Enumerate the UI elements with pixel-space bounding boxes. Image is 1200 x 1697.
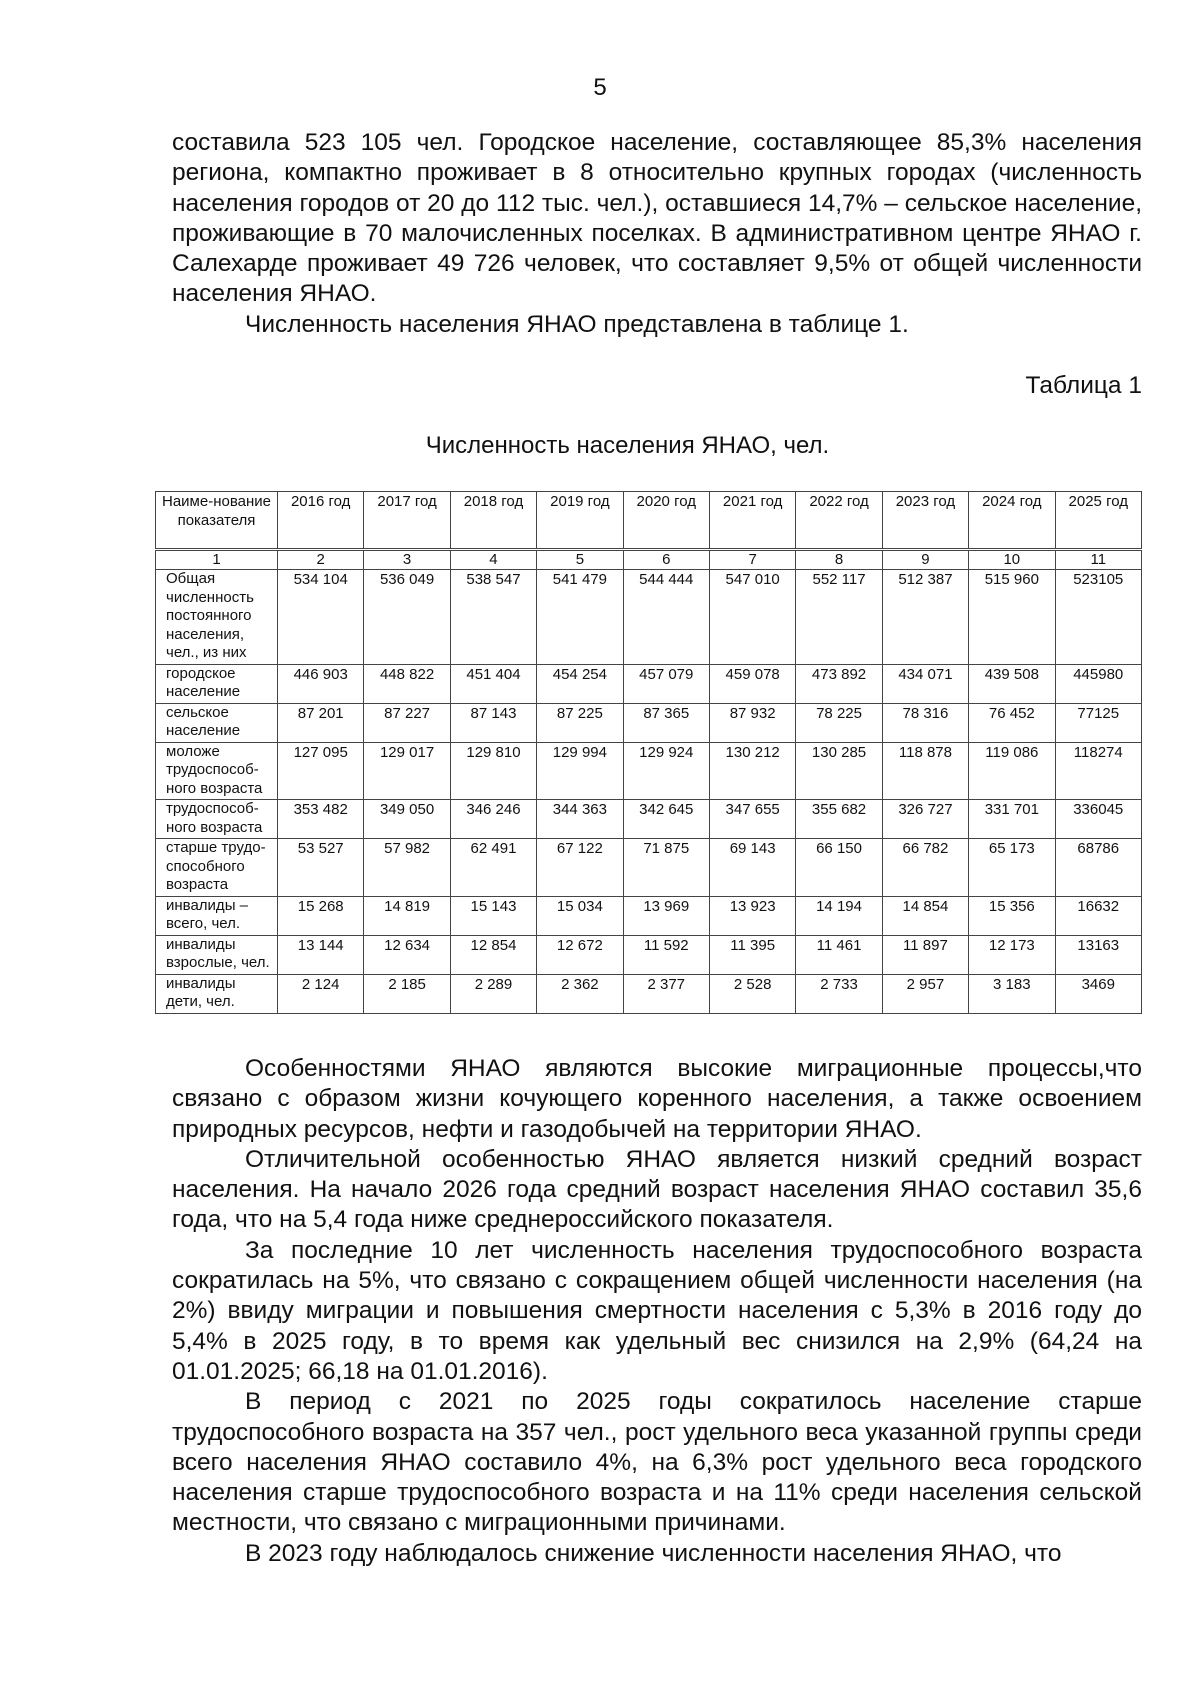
table-cell: 454 254 bbox=[537, 664, 623, 703]
table-row bbox=[156, 800, 1142, 839]
table-row bbox=[156, 570, 1142, 665]
table-cell: 445980 bbox=[1055, 664, 1141, 703]
table-header-year: 2019 год bbox=[537, 492, 623, 550]
table-cell: 448 822 bbox=[364, 664, 450, 703]
table-cell: 2 362 bbox=[537, 974, 623, 1013]
column-number: 2 bbox=[278, 550, 364, 570]
table-cell: 346 246 bbox=[450, 800, 536, 839]
table-header-year: 2017 год bbox=[364, 492, 450, 550]
table-header-year: 2025 год bbox=[1055, 492, 1141, 550]
table-cell: 13 923 bbox=[709, 896, 795, 935]
table-cell: 331 701 bbox=[969, 800, 1055, 839]
table-cell: 12 854 bbox=[450, 935, 536, 974]
table-cell: 3 183 bbox=[969, 974, 1055, 1013]
row-label: инвалиды – всего, чел. bbox=[156, 896, 278, 935]
table-cell: 12 173 bbox=[969, 935, 1055, 974]
table-cell: 446 903 bbox=[278, 664, 364, 703]
table-cell: 66 782 bbox=[882, 839, 968, 897]
column-number: 4 bbox=[450, 550, 536, 570]
table-cell: 15 268 bbox=[278, 896, 364, 935]
table-cell: 347 655 bbox=[709, 800, 795, 839]
table-cell: 11 592 bbox=[623, 935, 709, 974]
table-cell: 552 117 bbox=[796, 570, 882, 665]
table-cell: 65 173 bbox=[969, 839, 1055, 897]
table-cell: 76 452 bbox=[969, 703, 1055, 742]
column-number-row bbox=[156, 550, 1142, 570]
table-cell: 434 071 bbox=[882, 664, 968, 703]
table-cell: 13 969 bbox=[623, 896, 709, 935]
table-row bbox=[156, 742, 1142, 800]
table-cell: 15 356 bbox=[969, 896, 1055, 935]
table-cell: 67 122 bbox=[537, 839, 623, 897]
table-cell: 512 387 bbox=[882, 570, 968, 665]
column-number: 5 bbox=[537, 550, 623, 570]
table-cell: 14 194 bbox=[796, 896, 882, 935]
paragraph: Численность населения ЯНАО представлена в таблице 1. bbox=[245, 310, 909, 338]
table-cell: 11 395 bbox=[709, 935, 795, 974]
intro-text bbox=[172, 128, 1142, 340]
table-cell: 2 289 bbox=[450, 974, 536, 1013]
table-header-row bbox=[156, 492, 1142, 550]
column-number: 8 bbox=[796, 550, 882, 570]
column-number: 11 bbox=[1055, 550, 1141, 570]
paragraph: За последние 10 лет численность населения трудоспособного возраста сократилась на 5%, что связано с сокращением общей численности населения (на 2%) ввиду миграции и повышения смертности населения с 5,3% в 2016 году до 5,4% в 2025 году, в то время как удельный вес снизился на 2,9% (64,24 на 01.01.2025; 66,18 на 01.01.2016). bbox=[172, 1236, 1142, 1385]
column-number: 6 bbox=[623, 550, 709, 570]
table-cell: 71 875 bbox=[623, 839, 709, 897]
table-cell: 87 365 bbox=[623, 703, 709, 742]
table-cell: 118274 bbox=[1055, 742, 1141, 800]
table-cell: 349 050 bbox=[364, 800, 450, 839]
table-cell: 326 727 bbox=[882, 800, 968, 839]
table-header-year: 2022 год bbox=[796, 492, 882, 550]
table-cell: 13163 bbox=[1055, 935, 1141, 974]
table-cell: 2 185 bbox=[364, 974, 450, 1013]
table-cell: 14 819 bbox=[364, 896, 450, 935]
table-cell: 53 527 bbox=[278, 839, 364, 897]
table-cell: 12 672 bbox=[537, 935, 623, 974]
row-label: Общая численность постоянного населения, чел., из них bbox=[156, 570, 278, 665]
table-cell: 515 960 bbox=[969, 570, 1055, 665]
table-header-year: 2023 год bbox=[882, 492, 968, 550]
row-label: трудоспособ-ного возраста bbox=[156, 800, 278, 839]
table-cell: 87 227 bbox=[364, 703, 450, 742]
table-cell: 355 682 bbox=[796, 800, 882, 839]
table-number: Таблица 1 bbox=[1025, 372, 1142, 399]
table-title: Численность населения ЯНАО, чел. bbox=[425, 432, 830, 459]
column-number: 7 bbox=[709, 550, 795, 570]
table-cell: 87 932 bbox=[709, 703, 795, 742]
table-cell: 57 982 bbox=[364, 839, 450, 897]
row-label: городское население bbox=[156, 664, 278, 703]
table-cell: 129 017 bbox=[364, 742, 450, 800]
table-cell: 547 010 bbox=[709, 570, 795, 665]
paragraph: В период с 2021 по 2025 годы сократилось население старше трудоспособного возраста на 357 чел., рост удельного веса указанной группы среди всего населения ЯНАО составило 4%, на 6,3% рост удельного веса городского населения старше трудоспособного возраста и на 11% среди населения сельской местности, что связано с миграционными причинами. bbox=[172, 1388, 1142, 1537]
table-cell: 15 034 bbox=[537, 896, 623, 935]
table-cell: 2 377 bbox=[623, 974, 709, 1013]
table-row bbox=[156, 896, 1142, 935]
table-cell: 336045 bbox=[1055, 800, 1141, 839]
table-cell: 12 634 bbox=[364, 935, 450, 974]
table-cell: 2 528 bbox=[709, 974, 795, 1013]
table-cell: 538 547 bbox=[450, 570, 536, 665]
table-cell: 544 444 bbox=[623, 570, 709, 665]
paragraph: В 2023 году наблюдалось снижение численности населения ЯНАО, что bbox=[245, 1539, 1062, 1567]
table-cell: 473 892 bbox=[796, 664, 882, 703]
table-row bbox=[156, 935, 1142, 974]
table-cell: 451 404 bbox=[450, 664, 536, 703]
row-label: моложе трудоспособ-ного возраста bbox=[156, 742, 278, 800]
paragraph: составила 523 105 чел. Городское население, составляющее 85,3% населения региона, компактно проживает в 8 относительно крупных городах (численность населения городов от 20 до 112 тыс. чел.), оставшиеся 14,7% – сельское население, проживающие в 70 малочисленных поселках. В административном центре ЯНАО г. Салехарде проживает 49 726 человек, что составляет 9,5% от общей численности населения ЯНАО. bbox=[172, 129, 1142, 308]
table-cell: 130 212 bbox=[709, 742, 795, 800]
paragraph: Особенностями ЯНАО являются высокие миграционные процессы,что связано с образом жизни кочующего коренного населения, а также освоением природных ресурсов, нефти и газодобычей на территории ЯНАО. bbox=[172, 1055, 1142, 1143]
table-cell: 118 878 bbox=[882, 742, 968, 800]
table-cell: 77125 bbox=[1055, 703, 1141, 742]
table-cell: 87 201 bbox=[278, 703, 364, 742]
table-cell: 129 924 bbox=[623, 742, 709, 800]
table-cell: 11 461 bbox=[796, 935, 882, 974]
row-label: инвалиды дети, чел. bbox=[156, 974, 278, 1013]
table-cell: 2 957 bbox=[882, 974, 968, 1013]
table-cell: 15 143 bbox=[450, 896, 536, 935]
table-row bbox=[156, 703, 1142, 742]
table-cell: 2 124 bbox=[278, 974, 364, 1013]
page-number: 5 bbox=[593, 74, 607, 101]
table-cell: 534 104 bbox=[278, 570, 364, 665]
table-cell: 536 049 bbox=[364, 570, 450, 665]
table-cell: 11 897 bbox=[882, 935, 968, 974]
column-number: 1 bbox=[156, 550, 278, 570]
table-cell: 342 645 bbox=[623, 800, 709, 839]
table-cell: 16632 bbox=[1055, 896, 1141, 935]
table-header-name: Наиме-нование показателя bbox=[156, 492, 278, 550]
table-cell: 69 143 bbox=[709, 839, 795, 897]
table-cell: 78 225 bbox=[796, 703, 882, 742]
table-header-year: 2018 год bbox=[450, 492, 536, 550]
table-row bbox=[156, 839, 1142, 897]
table-cell: 353 482 bbox=[278, 800, 364, 839]
table-cell: 87 225 bbox=[537, 703, 623, 742]
table-cell: 66 150 bbox=[796, 839, 882, 897]
column-number: 10 bbox=[969, 550, 1055, 570]
table-header-year: 2020 год bbox=[623, 492, 709, 550]
table-cell: 130 285 bbox=[796, 742, 882, 800]
table-cell: 457 079 bbox=[623, 664, 709, 703]
table-cell: 523105 bbox=[1055, 570, 1141, 665]
paragraph: Отличительной особенностью ЯНАО является низкий средний возраст населения. На начало 2026 года средний возраст населения ЯНАО составил 35,6 года, что на 5,4 года ниже среднероссийского показателя. bbox=[172, 1145, 1142, 1234]
table-cell: 87 143 bbox=[450, 703, 536, 742]
table-cell: 68786 bbox=[1055, 839, 1141, 897]
body-text bbox=[172, 1054, 1142, 1569]
table-cell: 119 086 bbox=[969, 742, 1055, 800]
row-label: сельское население bbox=[156, 703, 278, 742]
table-cell: 129 810 bbox=[450, 742, 536, 800]
table-cell: 127 095 bbox=[278, 742, 364, 800]
table-header-year: 2024 год bbox=[969, 492, 1055, 550]
column-number: 3 bbox=[364, 550, 450, 570]
table-cell: 439 508 bbox=[969, 664, 1055, 703]
table-cell: 78 316 bbox=[882, 703, 968, 742]
table-cell: 14 854 bbox=[882, 896, 968, 935]
table-header-year: 2021 год bbox=[709, 492, 795, 550]
table-header-year: 2016 год bbox=[278, 492, 364, 550]
table-cell: 62 491 bbox=[450, 839, 536, 897]
table-cell: 2 733 bbox=[796, 974, 882, 1013]
table-row bbox=[156, 664, 1142, 703]
row-label: инвалиды взрослые, чел. bbox=[156, 935, 278, 974]
population-table bbox=[155, 491, 1142, 1014]
table-cell: 541 479 bbox=[537, 570, 623, 665]
table-cell: 13 144 bbox=[278, 935, 364, 974]
column-number: 9 bbox=[882, 550, 968, 570]
row-label: старше трудо-способного возраста bbox=[156, 839, 278, 897]
table-row bbox=[156, 974, 1142, 1013]
table-cell: 3469 bbox=[1055, 974, 1141, 1013]
table-cell: 344 363 bbox=[537, 800, 623, 839]
table-cell: 459 078 bbox=[709, 664, 795, 703]
table-cell: 129 994 bbox=[537, 742, 623, 800]
